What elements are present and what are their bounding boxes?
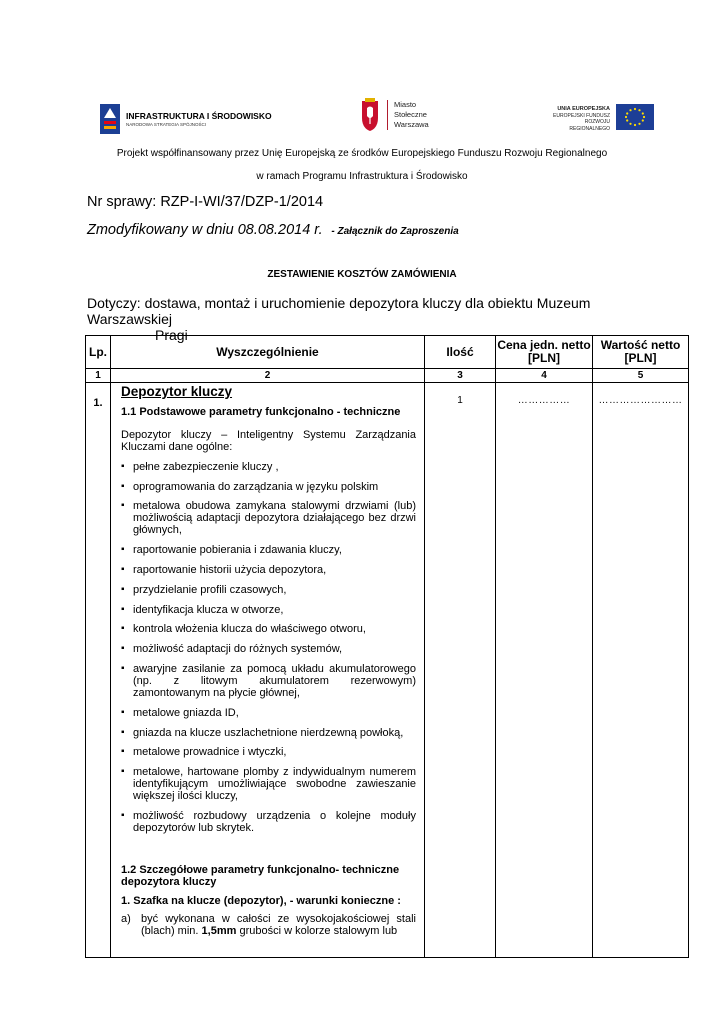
warsaw-line-2: Stołeczne	[394, 110, 427, 119]
cofunding-line-1: Projekt współfinansowany przez Unię Europejską ze środków Europejskiego Funduszu Rozwoju Regionalnego	[116, 148, 608, 159]
summary-title: ZESTAWIENIE KOSZTÓW ZAMÓWIENIA	[267, 269, 457, 280]
row-lp: 1.	[86, 383, 111, 958]
list-item: ▪ oprogramowania do zarządzania w języku polskim	[121, 481, 416, 493]
list-item: ▪ metalowa obudowa zamykana stalowymi drzwiami (lub) możliwością adaptacji depozytora działającego bez drzwi głównych,	[121, 500, 416, 536]
requirement-a-marker: a)	[121, 912, 131, 925]
list-item: ▪ metalowe, hartowane plomby z indywidualnym numerem identyfikującym umożliwiające swobodne zawieszanie większej ilości kluczy,	[121, 766, 416, 802]
eu-flag-icon	[616, 104, 654, 130]
requirement-a-thickness: 1,5mm	[201, 924, 237, 937]
list-item: ▪ raportowanie pobierania i zdawania kluczy,	[121, 544, 416, 556]
modified-text: Zmodyfikowany w dniu 08.08.2014 r.	[87, 222, 323, 238]
subject-line-2: Pragi	[155, 327, 188, 343]
infrastruktura-logo	[100, 102, 270, 136]
modified-date	[87, 222, 459, 238]
requirement-a-text-end: grubości w kolorze stalowym lub	[236, 924, 398, 937]
list-item: ▪ kontrola włożenia klucza do właściwego otworu,	[121, 623, 416, 635]
header-description: Wyszczególnienie	[111, 336, 425, 369]
list-item: ▪ identyfikacja klucza w otworze,	[121, 604, 416, 616]
table-row	[86, 383, 689, 958]
intro-text: Depozytor kluczy – Inteligentny Systemu Zarządzania Kluczami dane ogólne:	[121, 429, 416, 453]
header-lp: Lp.	[86, 336, 111, 369]
warszawa-logo	[359, 98, 449, 138]
warsaw-crest-icon	[359, 98, 381, 132]
section-2-title: 1.2 Szczegółowe parametry funkcjonalno- techniczne depozytora kluczy	[121, 863, 400, 888]
row-quantity: 1	[425, 383, 496, 958]
requirement-a	[121, 913, 416, 937]
col-num-1: 1	[86, 369, 111, 383]
list-item: ▪ metalowe gniazda ID,	[121, 707, 416, 719]
list-item: ▪ możliwość adaptacji do różnych systemów,	[121, 643, 416, 655]
list-item: ▪ gniazda na klucze uszlachetnione nierdzewną powłoką,	[121, 727, 416, 739]
col-num-5: 5	[593, 369, 689, 383]
header-quantity: Ilość	[425, 336, 496, 369]
eu-logo	[548, 104, 656, 132]
subject-line-1: Dotyczy: dostawa, montaż i uruchomienie depozytora kluczy dla obiektu Muzeum Warszawskiej	[87, 295, 591, 327]
eu-logo-text	[548, 106, 610, 132]
list-item: ▪ przydzielanie profili czasowych,	[121, 584, 416, 596]
col-num-3: 3	[425, 369, 496, 383]
col-num-2: 2	[111, 369, 425, 383]
case-number: Nr sprawy: RZP-I-WI/37/DZP-1/2014	[87, 194, 324, 210]
list-item: ▪ metalowe prowadnice i wtyczki,	[121, 746, 416, 758]
eu-line-3: ROZWOJU REGIONALNEGO	[569, 119, 610, 132]
item-heading: Depozytor kluczy	[121, 384, 233, 399]
requirement-a-text: być wykonana w całości ze wysokojakościowej stali (blach) min.	[141, 912, 416, 937]
eu-line-2: EUROPEJSKI FUNDUSZ	[553, 112, 610, 119]
row-value: ……………………	[593, 383, 689, 958]
row-unit-price: ……………	[496, 383, 593, 958]
cofunding-line-2: w ramach Programu Infrastruktura i Środowisko	[256, 171, 468, 182]
list-item: ▪ możliwość rozbudowy urządzenia o kolejne moduły depozytorów lub skrytek.	[121, 810, 416, 834]
cost-table	[85, 335, 689, 958]
col-num-4: 4	[496, 369, 593, 383]
eu-line-1: UNIA EUROPEJSKA	[557, 106, 610, 112]
attachment-label: - Załącznik do Zaproszenia	[328, 226, 459, 237]
header-unit-price: Cena jedn. netto [PLN]	[496, 336, 593, 369]
header-value: Wartość netto [PLN]	[593, 336, 689, 369]
infra-logo-subtext: NARODOWA STRATEGIA SPÓJNOŚCI	[126, 122, 207, 127]
warsaw-line-3: Warszawa	[394, 120, 429, 129]
list-item: ▪ awaryjne zasilanie za pomocą układu akumulatorowego (np. z litowym akumulatorem rezerwowym) zamontowanym na płycie głównej,	[121, 663, 416, 699]
infrastruktura-mark-icon	[100, 104, 120, 134]
list-item: ▪ pełne zabezpieczenie kluczy ,	[121, 461, 416, 473]
table-header-row	[86, 336, 689, 369]
warsaw-logo-text	[394, 100, 429, 130]
section-1-title: 1.1 Podstawowe parametry funkcjonalno - techniczne	[121, 406, 401, 418]
column-number-row	[86, 369, 689, 383]
list-item: ▪ raportowanie historii użycia depozytora,	[121, 564, 416, 576]
infra-logo-text: INFRASTRUKTURA I ŚRODOWISKO	[126, 111, 272, 121]
row-description	[111, 383, 425, 958]
feature-list	[121, 461, 416, 834]
warsaw-line-1: Miasto	[394, 100, 417, 109]
warsaw-logo-divider	[387, 100, 388, 130]
section-3-title: 1. Szafka na klucze (depozytor), - warunki konieczne :	[121, 894, 401, 907]
